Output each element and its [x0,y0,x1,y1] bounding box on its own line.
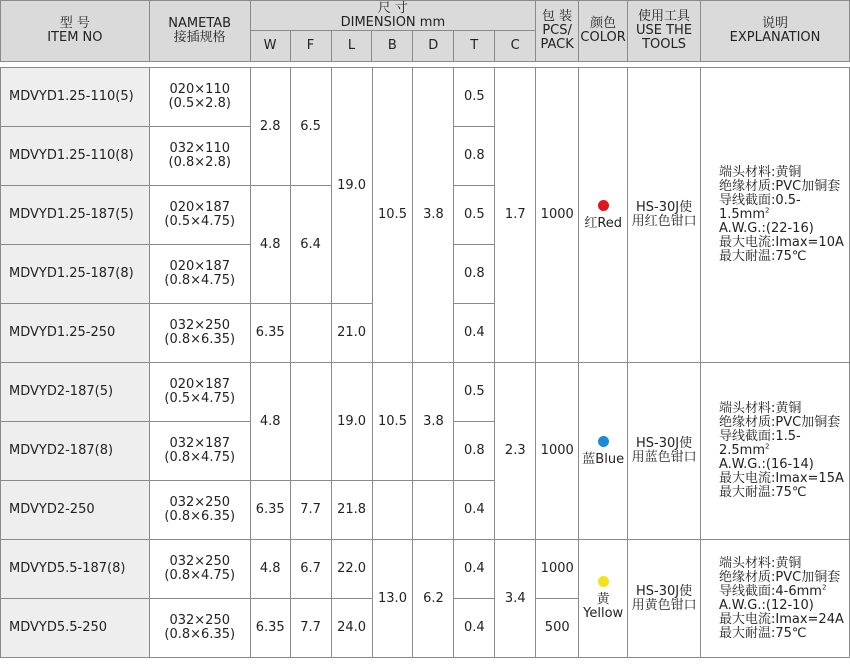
tools-line-1: HS-30J使 [636,200,693,215]
dimension-header-en: DIMENSION mm [340,14,446,30]
nametab-cell [149,363,250,422]
nametab-cell [149,304,250,363]
c-cell: 1.7 [495,68,536,363]
nametab-mm: (0.5×2.8) [168,96,231,111]
expl-material: 端头材料:黄铜 [719,401,802,416]
nametab-cell [149,422,250,481]
f-cell: 6.7 [290,540,331,599]
explanation-header [701,1,850,62]
color-en: Yellow [583,606,624,621]
dimension-header-cn: 尺 寸 [377,0,408,16]
d-cell: 3.8 [413,68,454,363]
nametab-cell [149,68,250,127]
item-no-header-cn: 型 号 [59,16,90,31]
expl-awg: A.W.G.:(12-10) [719,597,814,613]
tools-line-2: 用蓝色钳口 [631,450,697,465]
table-row [1,363,850,422]
w-cell: 6.35 [250,481,290,540]
nametab-mm: (0.8×6.35) [164,509,236,524]
color-cell [579,540,628,658]
explanation-header-cn: 说明 [761,16,788,31]
d-cell: 6.2 [413,540,454,658]
tools-cell [628,540,701,658]
nametab-size: 020×187 [169,377,230,392]
w-cell: 4.8 [250,186,290,304]
color-en: Red [597,215,623,231]
nametab-cell [149,481,250,540]
tools-line-1: HS-30J使 [636,436,693,451]
dimension-header [250,1,535,31]
b-cell: 13.0 [372,540,413,658]
expl-awg: A.W.G.:(16-14) [719,457,814,472]
c-cell: 2.3 [495,363,536,540]
color-cn: 蓝 [582,451,596,467]
w-cell: 4.8 [250,540,290,599]
nametab-size: 020×110 [169,82,230,97]
b-cell [372,481,413,540]
expl-current: 最大电流:Imax=24A [719,611,844,627]
dim-b-header: B [372,31,413,62]
pack-header-cn: 包 装 [542,9,573,24]
expl-temp: 最大耐温:75℃ [719,625,807,641]
color-cn: 黄 [596,592,610,607]
f-cell: 6.5 [290,68,331,186]
t-cell: 0.5 [454,68,495,127]
explanation-cell [701,540,850,658]
l-cell: 22.0 [331,540,372,599]
tools-header-en1: USE THE [636,23,693,38]
nametab-header-en: NAMETAB [168,16,232,31]
nametab-mm: (0.5×4.75) [164,214,236,229]
color-cell [579,68,628,363]
nametab-mm: (0.8×4.75) [164,273,236,288]
tools-line-2: 用红色钳口 [631,214,697,229]
nametab-cell [149,599,250,658]
tools-line-2: 用黄色钳口 [631,597,697,613]
l-cell: 21.0 [331,304,372,363]
pack-cell: 1000 [536,363,579,540]
pack-cell: 500 [536,599,579,658]
d-cell [413,481,454,540]
expl-material: 端头材料:黄铜 [719,165,802,180]
tools-header-en2: TOOLS [642,37,686,52]
nametab-mm: (0.8×4.75) [164,568,236,583]
w-cell: 6.35 [250,599,290,658]
item-no-header [1,1,150,62]
pack-header-en1: PCS/ [542,23,572,38]
nametab-header-cn: 接插规格 [173,30,226,45]
expl-insulation: 绝缘材质:PVC加铜套 [719,179,841,194]
item-no-cell: MDVYD1.25-250 [1,304,150,363]
tools-line-1: HS-30J使 [636,583,693,599]
expl-section: 导线截面$:1.5-2.5mm^2$ [719,429,801,458]
w-cell: 4.8 [250,363,290,481]
b-cell: 10.5 [372,68,413,363]
color-header-cn: 颜色 [590,16,617,31]
nametab-mm: (0.8×2.8) [168,155,231,170]
f-cell [290,363,331,481]
l-cell: 19.0 [331,363,372,481]
nametab-size: 020×187 [169,259,230,274]
expl-material: 端头材料:黄铜 [719,555,802,571]
dim-f-header: F [290,31,331,62]
tools-cell [628,68,701,363]
dim-d-header: D [413,31,454,62]
color-header-en: COLOR [580,30,626,45]
item-no-cell: MDVYD1.25-187(8) [1,245,150,304]
explanation-header-en: EXPLANATION [729,30,821,45]
f-cell [290,304,331,363]
nametab-cell [149,540,250,599]
product-table [0,67,850,658]
yellow-dot-icon [598,576,609,587]
explanation-cell [701,363,850,540]
item-no-cell: MDVYD2-250 [1,481,150,540]
nametab-cell [149,127,250,186]
nametab-mm: (0.8×6.35) [164,627,236,642]
t-cell: 0.8 [454,245,495,304]
nametab-size: 032×110 [169,141,230,156]
pack-header-en2: PACK [540,37,574,52]
pack-header [536,1,579,62]
expl-current: 最大电流:Imax=10A [719,235,844,250]
t-cell: 0.4 [454,540,495,599]
w-cell: 2.8 [250,68,290,186]
f-cell: 7.7 [290,481,331,540]
table-row [1,68,850,127]
t-cell: 0.5 [454,186,495,245]
item-no-header-en: ITEM NO [47,30,103,45]
c-cell: 3.4 [495,540,536,658]
w-cell: 6.35 [250,304,290,363]
f-cell: 7.7 [290,599,331,658]
header-table [0,0,850,62]
dim-t-header: T [454,31,495,62]
expl-section: 导线截面$:0.5-1.5mm^2$ [719,193,801,222]
dim-l-header: L [331,31,372,62]
dim-c-header: C [495,31,536,62]
item-no-cell: MDVYD2-187(8) [1,422,150,481]
color-en: Blue [595,451,625,467]
b-cell: 10.5 [372,363,413,481]
t-cell: 0.8 [454,127,495,186]
color-cell [579,363,628,540]
t-cell: 0.4 [454,304,495,363]
expl-insulation: 绝缘材质:PVC加铜套 [719,415,841,430]
dim-w-header: W [250,31,290,62]
nametab-size: 020×187 [169,200,230,215]
item-no-cell: MDVYD1.25-110(5) [1,68,150,127]
item-no-cell: MDVYD5.5-250 [1,599,150,658]
l-cell: 21.8 [331,481,372,540]
tools-cell [628,363,701,540]
red-dot-icon [598,200,609,211]
expl-current: 最大电流:Imax=15A [719,471,844,486]
expl-insulation: 绝缘材质:PVC加铜套 [719,569,841,585]
item-no-cell: MDVYD1.25-187(5) [1,186,150,245]
expl-temp: 最大耐温:75℃ [719,485,807,500]
nametab-mm: (0.8×6.35) [164,332,236,347]
color-cn: 红 [584,215,598,231]
nametab-size: 032×250 [169,495,230,510]
d-cell: 3.8 [413,363,454,481]
color-header [579,1,628,62]
nametab-size: 032×250 [169,613,230,628]
nametab-size: 032×250 [169,318,230,333]
explanation-cell [701,68,850,363]
l-cell: 24.0 [331,599,372,658]
blue-dot-icon [598,436,609,447]
nametab-size: 032×187 [169,436,230,451]
table-row [1,540,850,599]
t-cell: 0.4 [454,599,495,658]
pack-cell: 1000 [536,540,579,599]
pack-cell: 1000 [536,68,579,363]
nametab-header [149,1,250,62]
nametab-cell [149,245,250,304]
tools-header [628,1,701,62]
tools-header-cn: 使用工具 [638,9,691,24]
expl-awg: A.W.G.:(22-16) [719,221,814,236]
l-cell: 19.0 [331,68,372,304]
item-no-cell: MDVYD5.5-187(8) [1,540,150,599]
f-cell: 6.4 [290,186,331,304]
t-cell: 0.4 [454,481,495,540]
item-no-cell: MDVYD2-187(5) [1,363,150,422]
nametab-size: 032×250 [169,554,230,569]
nametab-mm: (0.8×4.75) [164,450,236,465]
t-cell: 0.8 [454,422,495,481]
item-no-cell: MDVYD1.25-110(8) [1,127,150,186]
expl-section: 导线截面$:4-6mm^2$ [719,583,827,599]
t-cell: 0.5 [454,363,495,422]
expl-temp: 最大耐温:75℃ [719,249,807,264]
nametab-mm: (0.5×4.75) [164,391,236,406]
nametab-cell [149,186,250,245]
